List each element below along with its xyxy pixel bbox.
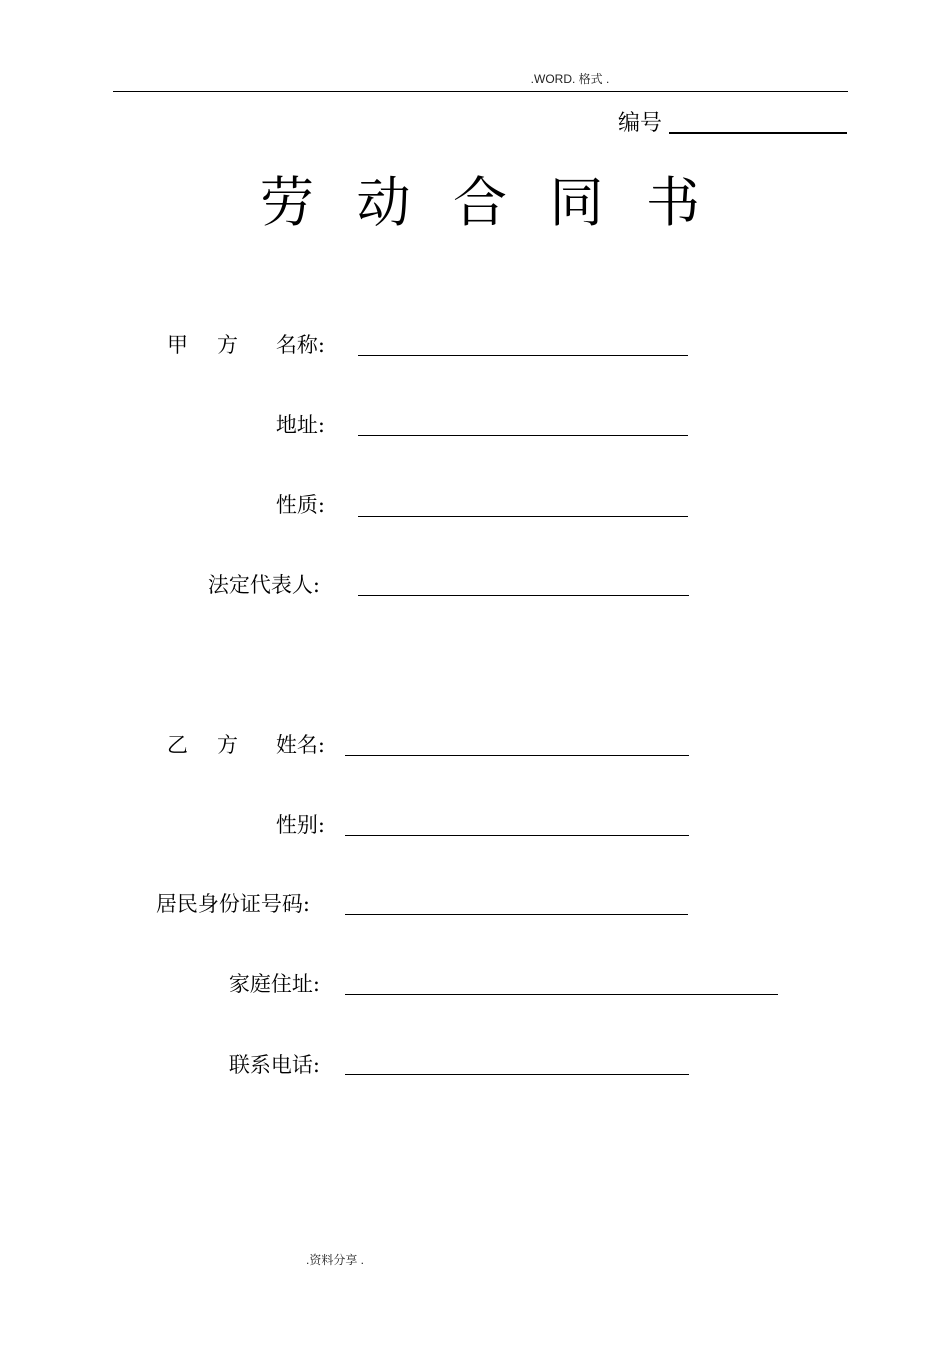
party-b-char2: 方 xyxy=(217,733,238,757)
title-char: 劳 xyxy=(260,171,314,234)
document-title xyxy=(260,168,700,238)
title-char: 同 xyxy=(549,171,604,234)
header-rule xyxy=(113,91,848,92)
party-a-char2: 方 xyxy=(217,333,238,357)
contract-number-label: 编号 xyxy=(618,111,663,136)
party-b-id-label: 居民身份证号码: xyxy=(155,892,310,916)
party-b-phone-blank[interactable] xyxy=(345,1074,689,1075)
party-a-char1: 甲 xyxy=(167,333,188,357)
page-header: .WORD. 格式 . xyxy=(530,72,610,86)
party-b-gender-label: 性别: xyxy=(275,813,325,837)
party-a-nature-label: 性质: xyxy=(275,493,325,517)
party-b-id-blank[interactable] xyxy=(345,914,688,915)
party-b-home-address-blank[interactable] xyxy=(345,994,778,995)
contract-number-blank[interactable] xyxy=(669,132,847,134)
title-char: 书 xyxy=(646,171,700,234)
party-a-address-label: 地址: xyxy=(275,413,325,437)
party-b-gender-blank[interactable] xyxy=(345,835,689,836)
party-b-name-blank[interactable] xyxy=(345,755,689,756)
party-a-name-label: 名称: xyxy=(275,333,325,357)
party-b-home-address-label: 家庭住址: xyxy=(228,972,320,996)
party-a-address-blank[interactable] xyxy=(358,435,688,436)
party-a-legal-rep-blank[interactable] xyxy=(358,595,689,596)
title-char: 合 xyxy=(453,171,507,234)
party-a-name-blank[interactable] xyxy=(358,355,688,356)
party-a-nature-blank[interactable] xyxy=(358,516,688,517)
party-a-legal-rep-label: 法定代表人: xyxy=(207,573,320,597)
page-footer: .资料分享 . xyxy=(305,1253,364,1267)
party-b-char1: 乙 xyxy=(167,733,188,757)
party-b-phone-label: 联系电话: xyxy=(228,1053,320,1077)
party-b-name-label: 姓名: xyxy=(275,733,325,757)
title-char: 动 xyxy=(356,171,411,234)
